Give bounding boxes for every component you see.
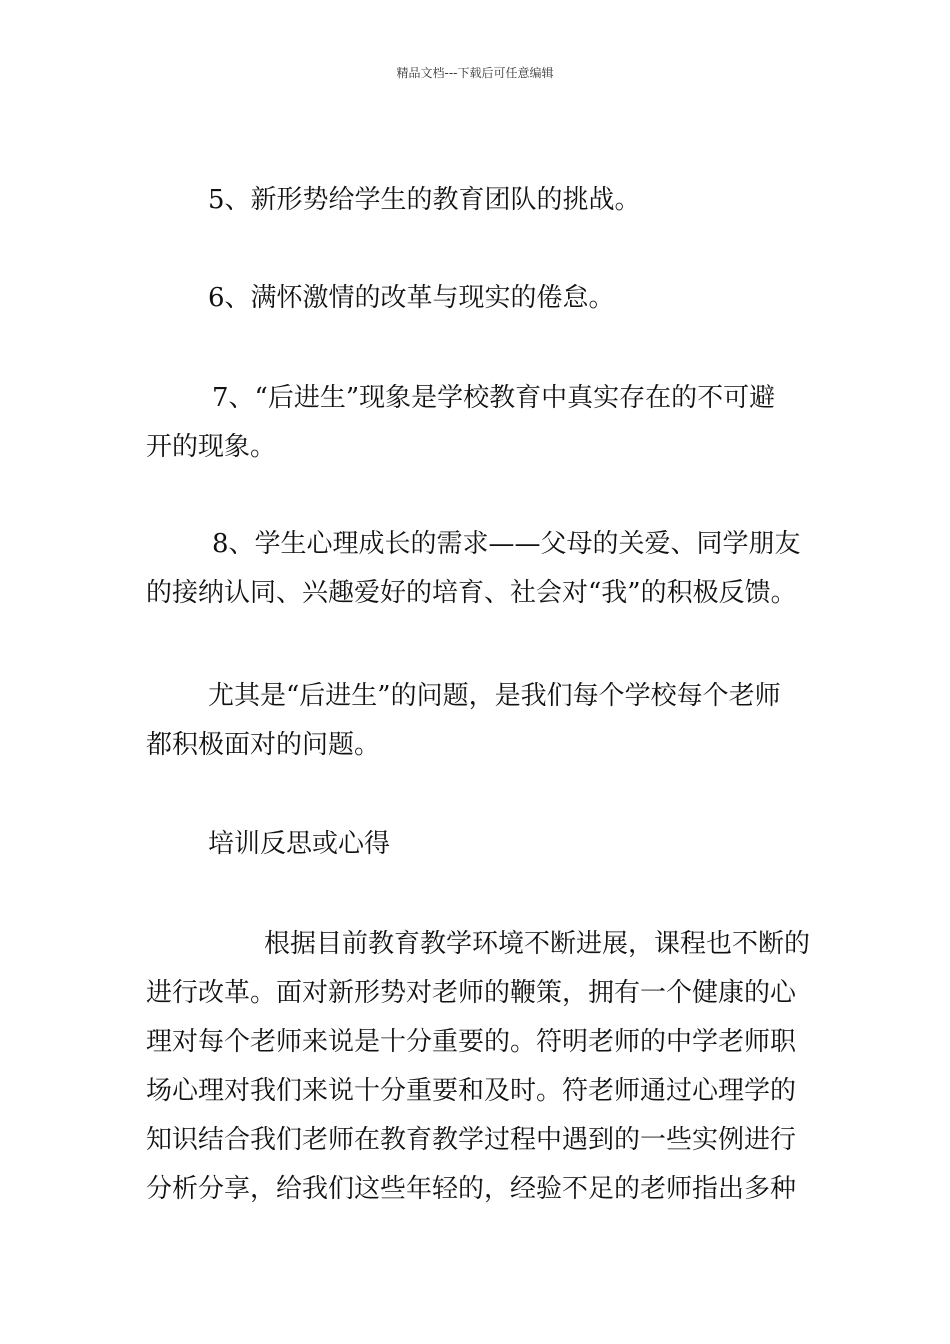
paragraph-item-8 bbox=[146, 520, 808, 618]
text-line: 7、“后进生”现象是学校教育中真实存在的不可避 bbox=[212, 383, 776, 413]
paragraph-item-7 bbox=[146, 374, 808, 472]
text-line: 知识结合我们老师在教育教学过程中遇到的一些实例进行 bbox=[146, 1125, 797, 1155]
text-line: 根据目前教育教学环境不断进展，课程也不断的 bbox=[264, 929, 811, 959]
text-line: 场心理对我们来说十分重要和及时。符老师通过心理学的 bbox=[146, 1076, 797, 1106]
text-line: 尤其是“后进生”的问题，是我们每个学校每个老师 bbox=[208, 681, 781, 711]
text-line: 分析分享，给我们这些年轻的，经验不足的老师指出多种 bbox=[146, 1174, 797, 1204]
paragraph-item-5 bbox=[146, 176, 808, 225]
paragraph-summary bbox=[146, 672, 808, 770]
heading-text: 培训反思或心得 bbox=[208, 829, 391, 859]
text-line: 开的现象。 bbox=[146, 432, 277, 462]
text-line: 进行改革。面对新形势对老师的鞭策，拥有一个健康的心 bbox=[146, 978, 797, 1008]
paragraph-reflection bbox=[146, 920, 811, 1214]
section-heading bbox=[146, 820, 808, 869]
text-line: 的接纳认同、兴趣爱好的培育、社会对“我”的积极反馈。 bbox=[146, 578, 797, 608]
text-line: 8、学生心理成长的需求——父母的关爱、同学朋友 bbox=[212, 529, 801, 559]
page-header: 精品文档---下载后可任意编辑 bbox=[396, 66, 554, 80]
paragraph-item-6 bbox=[146, 274, 808, 323]
text-line: 6、满怀激情的改革与现实的倦怠。 bbox=[208, 283, 615, 313]
text-line: 都积极面对的问题。 bbox=[146, 730, 381, 760]
text-line: 5、新形势给学生的教育团队的挑战。 bbox=[208, 185, 641, 215]
text-line: 理对每个老师来说是十分重要的。符明老师的中学老师职 bbox=[146, 1027, 797, 1057]
